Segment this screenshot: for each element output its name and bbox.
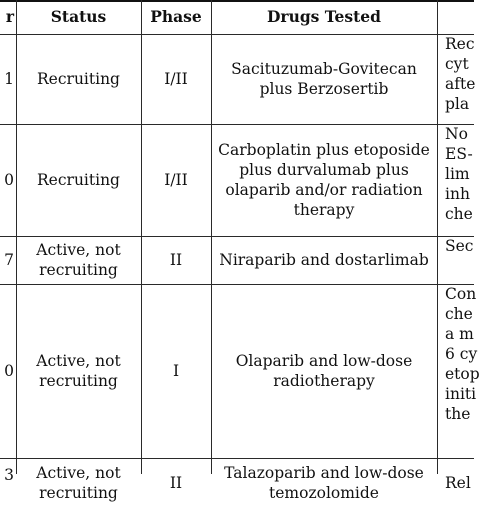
row5-phase-text: II <box>169 474 183 492</box>
row4-col5-line: 6 cy <box>445 345 478 363</box>
row4-col0 <box>0 284 16 458</box>
row1-col0 <box>0 34 16 124</box>
row2-status <box>16 124 141 236</box>
row1-drugs-line: plus Berzosertib <box>259 80 389 98</box>
row3-drugs-line: Niraparib and dostarlimab <box>219 251 429 269</box>
header-drugs-label: Drugs Tested <box>266 7 382 26</box>
row5-drugs-line: temozolomide <box>269 484 379 502</box>
row4-drugs-line: radiotherapy <box>273 372 375 390</box>
row4-col5 <box>437 284 480 458</box>
row5-status-line: recruiting <box>39 484 118 502</box>
row2-col5-line: inh <box>445 185 470 203</box>
row5-drugs <box>211 463 437 503</box>
header-status <box>16 0 141 34</box>
row2-col5-line: No <box>445 125 468 143</box>
row4-drugs <box>211 284 437 458</box>
row2-col5-line: lim <box>445 165 470 183</box>
row-rule <box>0 458 474 459</box>
row1-drugs <box>211 34 437 124</box>
row3-col0 <box>0 236 16 284</box>
row4-col5-line: che <box>445 305 473 323</box>
row5-col5-line: Rel <box>445 474 471 492</box>
row2-drugs-line: Carboplatin plus etoposide <box>218 141 430 159</box>
row1-col5-line: pla <box>445 95 470 113</box>
row3-col5 <box>437 236 474 284</box>
row2-col5-line: ES- <box>445 145 473 163</box>
row5-col5 <box>437 463 474 503</box>
row4-col5-line: initi <box>445 385 477 403</box>
row4-col5-line: the <box>445 405 471 423</box>
row2-drugs-line: therapy <box>293 201 355 219</box>
row1-drugs-line: Sacituzumab-Govitecan <box>231 60 417 78</box>
row1-col5-line: Rec <box>445 35 475 53</box>
row3-phase-text: II <box>169 251 183 269</box>
row1-status <box>16 34 141 124</box>
row3-status <box>16 236 141 284</box>
row2-status-line: Recruiting <box>37 171 120 189</box>
row4-drugs-line: Olaparib and low-dose <box>235 352 413 370</box>
row1-status-line: Recruiting <box>37 70 120 88</box>
row1-col5-line: afte <box>445 75 476 93</box>
header-phase <box>141 0 211 34</box>
row2-drugs-line: olaparib and/or radiation <box>225 181 423 199</box>
row5-col0 <box>0 459 16 507</box>
row1-col5-line: cyt <box>445 55 469 73</box>
header-drugs <box>211 0 437 34</box>
row4-status-line: recruiting <box>39 372 118 390</box>
row5-col0-text: 3 <box>4 466 14 484</box>
row4-status-line: Active, not <box>36 352 121 370</box>
row4-status <box>16 284 141 458</box>
row4-phase-text: I <box>172 362 180 380</box>
row2-col5-line: che <box>445 205 473 223</box>
header-col0-label: r <box>5 7 14 26</box>
row5-drugs-line: Talazoparib and low-dose <box>224 464 424 482</box>
row2-phase <box>141 124 211 236</box>
row1-col0-text: 1 <box>4 70 14 88</box>
row2-col0-text: 0 <box>4 171 14 189</box>
row4-col5-line: Con <box>445 285 477 303</box>
header-status-label: Status <box>50 7 107 26</box>
row3-status-line: Active, not <box>36 241 121 259</box>
row3-status-line: recruiting <box>39 261 118 279</box>
row2-drugs <box>211 124 437 236</box>
row2-phase-text: I/II <box>164 171 188 189</box>
row4-col5-line: a m <box>445 325 474 343</box>
row2-drugs-line: plus durvalumab plus <box>239 161 409 179</box>
row5-status-line: Active, not <box>36 464 121 482</box>
row3-col0-text: 7 <box>4 251 14 269</box>
header-phase-label: Phase <box>150 7 202 26</box>
row1-phase-text: I/II <box>164 70 188 88</box>
row1-col5 <box>437 34 474 124</box>
row4-phase <box>141 284 211 458</box>
row4-col0-text: 0 <box>4 362 14 380</box>
row5-status <box>16 463 141 503</box>
row3-col5-line: Sec <box>445 237 474 255</box>
row2-col0 <box>0 124 16 236</box>
header-col0 <box>0 0 16 34</box>
row3-drugs <box>211 236 437 284</box>
row5-phase <box>141 463 211 503</box>
row3-phase <box>141 236 211 284</box>
row4-col5-line: etop <box>445 365 480 383</box>
row1-phase <box>141 34 211 124</box>
row2-col5 <box>437 124 474 236</box>
